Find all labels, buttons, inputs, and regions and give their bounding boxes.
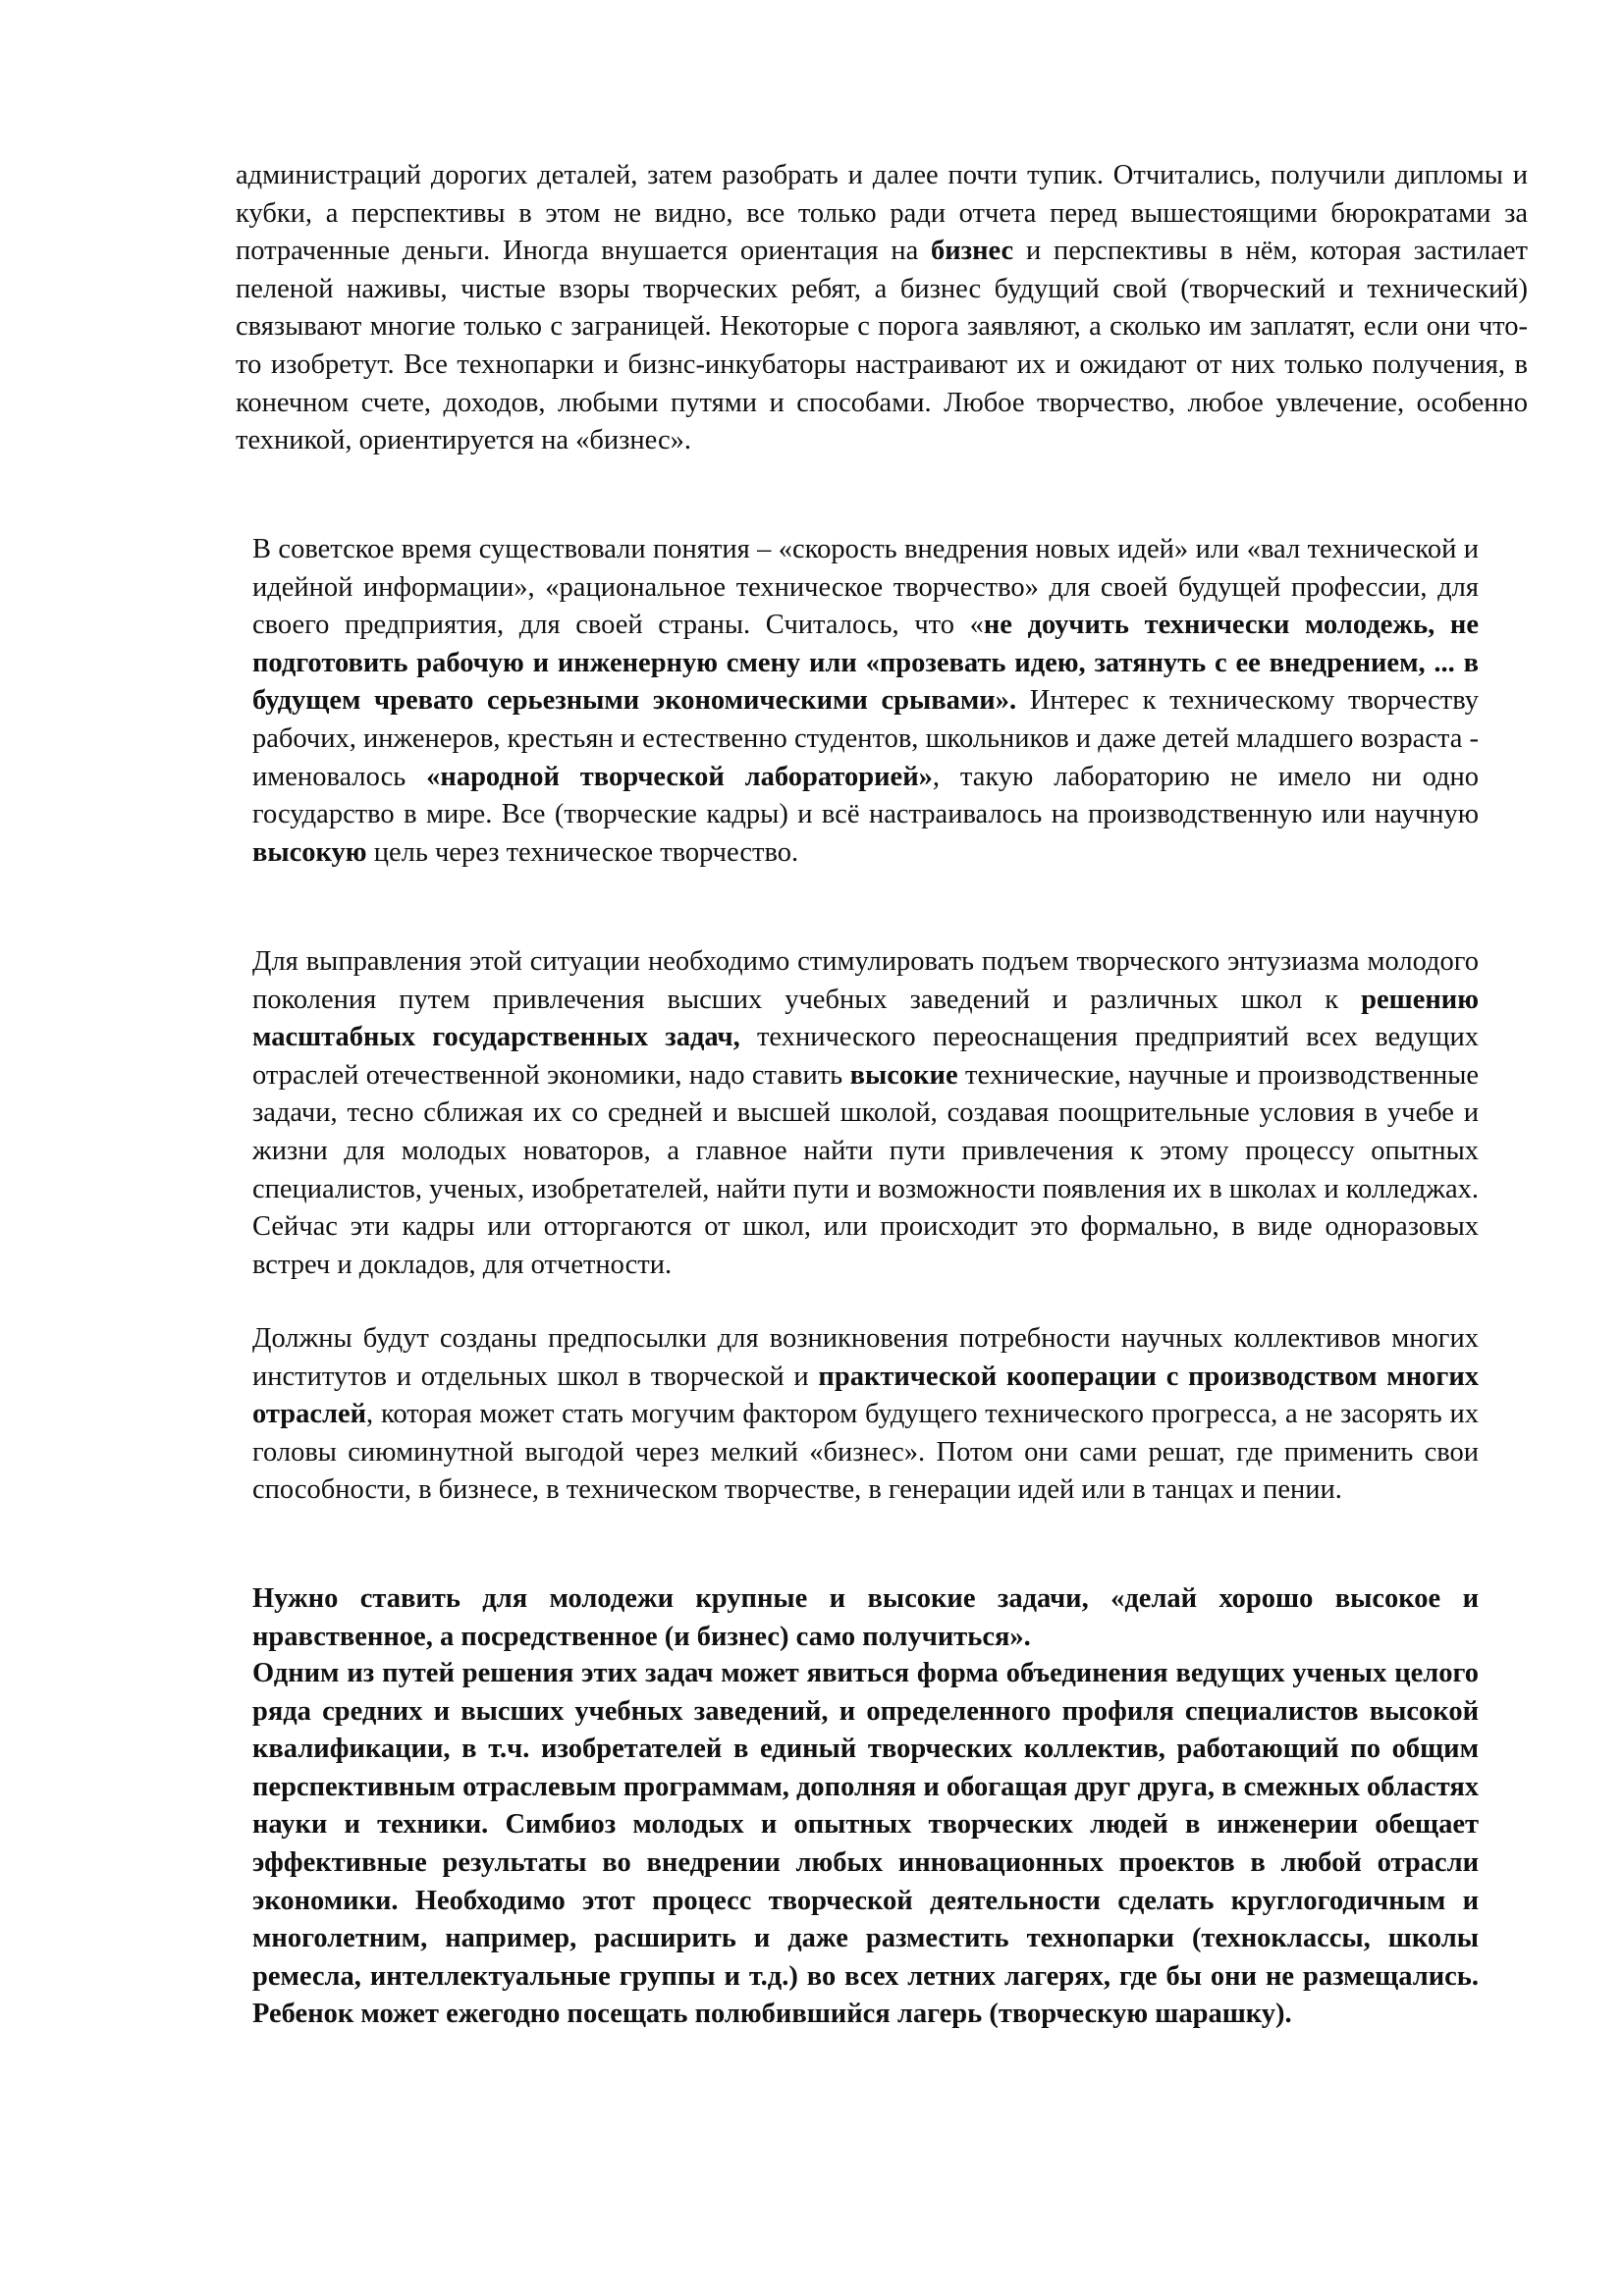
text-segment: Должны будут созданы предпосылки для возникновения потребности научных коллективов многих институтов и отдельных школ в творческой и	[252, 1323, 1479, 1392]
text-segment: В советское время существовали понятия – «скорость внедрения новых идей» или «вал технической и идейной информации», «рациональное техническое творчество» для своей будущей профессии, для своего предприятия, для своей страны. Считалось, что «	[252, 534, 1479, 641]
text-segment: администраций дорогих деталей, затем разобрать и далее почти тупик. Отчитались, получили дипломы и кубки, а перспективы в этом не видно, все только ради отчета перед вышестоящими бюрократами за потраченные деньги. Иногда внушается ориентация на	[236, 160, 1528, 267]
text-segment: и перспективы в нём, которая застилает пеленой наживы, чистые взоры творческих ребят, а бизнес будущий свой (творческий и технический) связывают многие только с заграницей. Некоторые с порога заявляют, а сколько им заплатят, если они что-то изобретут. Все технопарки и бизнс-инкубаторы настраивают их и ожидают от них только получения, в конечном счете, доходов, любыми путями и способами. Любое творчество, любое увлечение, особенно техникой, ориентируется на «бизнес».	[236, 236, 1529, 456]
text-segment: технического переоснащения предприятий всех ведущих отраслей отечественной экономики, надо ставить	[252, 1022, 1479, 1091]
text-segment-bold: Одним из путей решения этих задач может явиться форма объединения ведущих ученых целого ряда средних и высших учебных заведений, и определенного профиля специалистов высокой квалификации, в т.ч. изобретателей в единый творческих коллектив, работающий по общим перспективным отраслевым программам, дополняя и обогащая друг друга, в смежных областях науки и техники. Симбиоз молодых и опытных творческих людей в инженерии обещает эффективные результаты во внедрении любых инновационных проектов в любой отрасли экономики. Необходимо этот процесс творческой деятельности сделать круглогодичным и многолетним, например, расширить и даже разместить технопарки (техноклассы, школы ремесла, интеллектуальные группы и т.д.) во всех летних лагерях, где бы они не размещались. Ребенок может ежегодно посещать полюбившийся лагерь (творческую шарашку).	[252, 1658, 1479, 2030]
text-segment: цель через техническое творчество.	[366, 836, 799, 868]
text-segment-bold: Нужно ставить для молодежи крупные и высокие задачи, «делай хорошо высокое и нравственное, а посредственное (и бизнес) само получиться».	[252, 1583, 1479, 1652]
text-segment-bold: практической кооперации с производством многих отраслей	[252, 1361, 1479, 1430]
text-segment-bold: бизнес	[931, 236, 1014, 267]
paragraph-business-orientation	[236, 157, 1528, 460]
paragraph-unification	[252, 1655, 1479, 2034]
paragraph-correcting-situation	[252, 943, 1479, 1284]
paragraph-soviet-era	[252, 531, 1479, 872]
text-segment: , которая может стать могучим фактором будущего технического прогресса, а не засорять их головы сиюминутной выгодой через мелкий «бизнес». Потом они сами решат, где применить свои способности, в бизнесе, в техническом творчестве, в генерации идей или в танцах и пении.	[252, 1399, 1479, 1506]
text-segment: , такую лабораторию не имело ни одно государство в мире. Все (творческие кадры) и всё настраивалось на производственную или научную	[252, 761, 1480, 830]
text-segment: Для выправления этой ситуации необходимо стимулировать подъем творческого энтузиазма молодого поколения путем привлечения высших учебных заведений и различных школ к	[252, 946, 1479, 1015]
text-segment-bold: решению масштабных государственных задач,	[252, 984, 1479, 1053]
text-segment-bold: не доучить технически молодежь, не подготовить рабочую и инженерную смену или «прозевать идею, затянуть с ее внедрением, ... в будущем чревато серьезными экономическими срывами».	[252, 610, 1479, 717]
paragraph-prerequisites	[252, 1320, 1479, 1510]
text-segment-bold: высокую	[252, 836, 367, 868]
text-segment-bold: «народной творческой лабораторией»	[426, 761, 933, 792]
text-segment-bold: высокие	[849, 1059, 958, 1091]
paragraph-high-tasks	[252, 1580, 1479, 1656]
text-segment: технические, научные и производственные задачи, тесно сближая их со средней и высшей школой, создавая поощрительные условия в учебе и жизни для молодых новаторов, а главное найти пути привлечения к этому процессу опытных специалистов, ученых, изобретателей, найти пути и возможности появления их в школах и колледжах. Сейчас эти кадры или отторгаются от школ, или происходит это формально, в виде одноразовых встреч и докладов, для отчетности.	[252, 1059, 1479, 1280]
text-segment: Интерес к техническому творчеству рабочих, инженеров, крестьян и естественно студентов, школьников и даже детей младшего возраста - именовалось	[252, 685, 1479, 792]
